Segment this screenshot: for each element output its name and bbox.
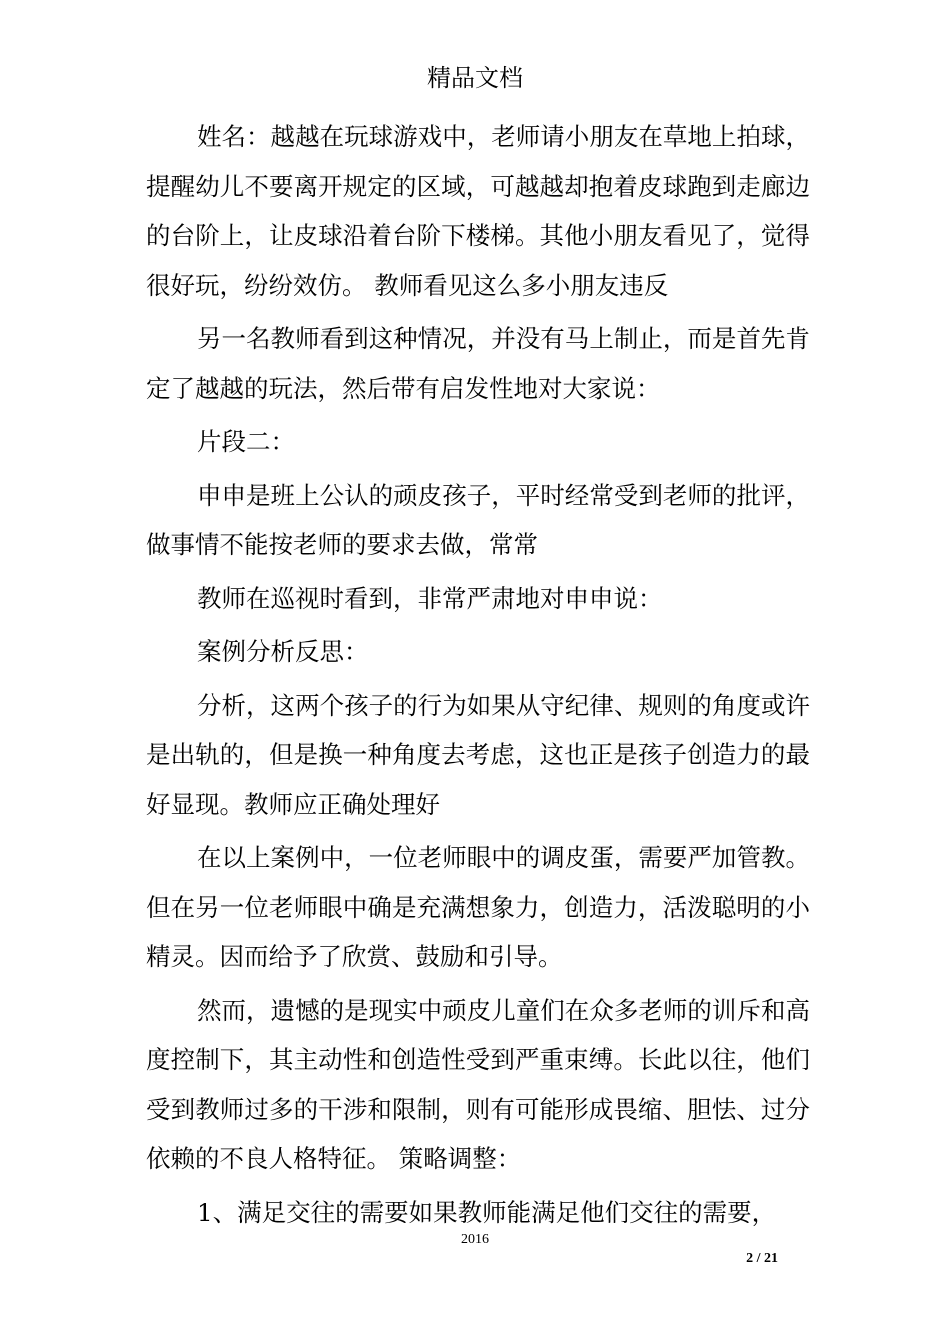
paragraph-8: 在以上案例中，一位老师眼中的调皮蛋，需要严加管教。但在另一位老师眼中确是充满想象力，创造力，活泼聪明的小精灵。因而给予了欣赏、鼓励和引导。	[146, 843, 810, 971]
page-number: 2 / 21	[746, 1251, 778, 1266]
paragraph-6: 案例分析反思：	[197, 637, 369, 666]
paragraph-7: 分析，这两个孩子的行为如果从守纪律、规则的角度或许是出轨的，但是换一种角度去考虑，这也正是孩子创造力的最好显现。教师应正确处理好	[146, 690, 810, 819]
paragraph-10: 1、满足交往的需要如果教师能满足他们交往的需要，	[197, 1197, 777, 1227]
paragraph-1: 姓名：越越在玩球游戏中，老师请小朋友在草地上拍球，提醒幼儿不要离开规定的区域，可越越却抱着皮球跑到走廊边的台阶上，让皮球沿着台阶下楼梯。其他小朋友看见了，觉得很好玩，纷纷效仿。 教师看见这么多小朋友违反	[146, 122, 810, 300]
paragraph-4: 申申是班上公认的顽皮孩子，平时经常受到老师的批评，做事情不能按老师的要求去做，常常	[146, 480, 810, 559]
paragraph-9: 然而，遗憾的是现实中顽皮儿童们在众多老师的训斥和高度控制下，其主动性和创造性受到严重束缚。长此以往，他们受到教师过多的干涉和限制，则有可能形成畏缩、胆怯、过分依赖的不良人格特征。 策略调整：	[146, 995, 810, 1173]
paragraph-2: 另一名教师看到这种情况，并没有马上制止，而是首先肯定了越越的玩法，然后带有启发性地对大家说：	[146, 324, 810, 403]
paragraph-5: 教师在巡视时看到，非常严肃地对申申说：	[197, 583, 663, 613]
document-body	[146, 112, 810, 1237]
footer-year: 2016	[461, 1232, 489, 1247]
paragraph-3: 片段二：	[197, 427, 295, 456]
document-header-title: 精品文档	[427, 64, 523, 92]
